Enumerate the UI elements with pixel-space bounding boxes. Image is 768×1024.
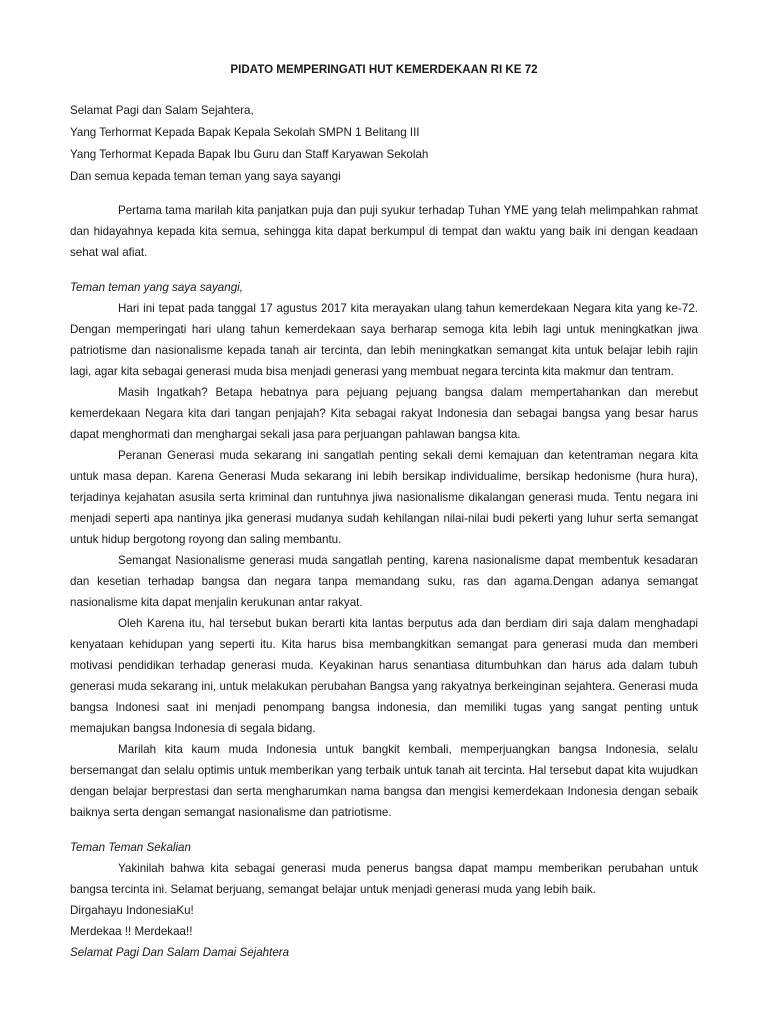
- document-page: [70, 60, 698, 963]
- closing-line: Merdekaa !! Merdekaa!!: [70, 925, 193, 938]
- section-1-heading: Teman teman yang saya sayangi,: [70, 281, 243, 294]
- section-1: [70, 277, 698, 823]
- greeting-line: Selamat Pagi dan Salam Sejahtera,: [70, 104, 254, 117]
- body-paragraph: Semangat Nasionalisme generasi muda sangatlah penting, karena nasionalisme dapat membentuk kesadaran dan kesetian terhadap bangsa dan negara tanpa memandang suku, ras dan agama.Dengan adanya semangat nasionalisme kita dapat menjalin kerukunan antar rakyat.: [70, 554, 698, 609]
- intro-paragraph: Pertama tama marilah kita panjatkan puja dan puji syukur terhadap Tuhan YME yang telah melimpahkan rahmat dan hidayahnya kepada kita semua, sehingga kita dapat berkumpul di tempat dan waktu yang baik ini dengan keadaan sehat wal afiat.: [70, 204, 698, 259]
- greeting-line: Yang Terhormat Kepada Bapak Kepala Sekolah SMPN 1 Belitang III: [70, 126, 420, 139]
- body-paragraph: Oleh Karena itu, hal tersebut bukan berarti kita lantas berputus ada dan berdiam diri saja dalam menghadapi kenyataan kehidupan yang seperti itu. Kita harus bisa membangkitkan semangat para generasi muda dan memberi motivasi pendidikan terhadap generasi muda. Keyakinan harus senantiasa ditumbuhkan dan harus ada dalam tubuh generasi muda sekarang ini, untuk melakukan perubahan Bangsa yang rakyatnya berkeinginan sejahtera. Generasi muda bangsa Indonesi saat ini menjadi penompang bangsa indonesia, dan memiliki tugas yang sangat penting untuk memajukan bangsa Indonesia di segala bidang.: [70, 617, 698, 735]
- body-paragraph: Hari ini tepat pada tanggal 17 agustus 2017 kita merayakan ulang tahun kemerdekaan Negara kita yang ke-72. Dengan memperingati hari ulang tahun kemerdekaan saya berharap semoga kita lebih lagi untuk meningkatkan jiwa patriotisme dan nasionalisme kepada tanah air tercinta, dan lebih meningkatkan semangat kita untuk belajar lebih rajin lagi, agar kita sebagai generasi muda bisa menjadi generasi yang membuat negara tercinta kita makmur dan tentram.: [70, 302, 698, 378]
- body-paragraph: Masih Ingatkah? Betapa hebatnya para pejuang pejuang bangsa dalam mempertahankan dan merebut kemerdekaan Negara kita dari tangan penjajah? Kita sebagai rakyat Indonesia dan sebagai bangsa yang besar harus dapat menghormati dan menghargai sekali jasa para perjuangan pahlawan bangsa kita.: [70, 386, 698, 441]
- greetings-block: [70, 100, 698, 188]
- section-2-heading: Teman Teman Sekalian: [70, 841, 191, 854]
- section-2: [70, 837, 698, 963]
- body-paragraph: Yakinilah bahwa kita sebagai generasi muda penerus bangsa dapat mampu memberikan perubahan untuk bangsa tercinta ini. Selamat berjuang, semangat belajar untuk menjadi generasi muda yang lebih baik.: [70, 862, 698, 896]
- greeting-line: Yang Terhormat Kepada Bapak Ibu Guru dan Staff Karyawan Sekolah: [70, 148, 429, 161]
- body-paragraph: Marilah kita kaum muda Indonesia untuk bangkit kembali, memperjuangkan bangsa Indonesia, selalu bersemangat dan selalu optimis untuk memberikan yang terbaik untuk tanah ait tercinta. Hal tersebut dapat kita wujudkan dengan belajar berprestasi dan serta mengharumkan nama bangsa dan mengisi kemerdekaan Indonesia dengan sebaik baiknya serta dengan semangat nasionalisme dan patriotisme.: [70, 743, 698, 819]
- closing-salutation: Selamat Pagi Dan Salam Damai Sejahtera: [70, 946, 290, 959]
- body-paragraph: Peranan Generasi muda sekarang ini sangatlah penting sekali demi kemajuan dan ketentraman negara kita untuk masa depan. Karena Generasi Muda sekarang ini lebih bersikap individualime, bersikap hedonisme (hura hura), terjadinya kejahatan asusila serta kriminal dan runtuhnya jiwa nasionalisme dikalangan generasi muda. Tentu negara ini menjadi seperti apa nantinya jika generasi mudanya sudah kehilangan nilai-nilai budi pekerti yang luhur serta semangat untuk hidup bergotong royong dan saling membantu.: [70, 449, 698, 546]
- closing-line: Dirgahayu IndonesiaKu!: [70, 904, 194, 917]
- greeting-line: Dan semua kepada teman teman yang saya sayangi: [70, 170, 341, 183]
- document-title: PIDATO MEMPERINGATI HUT KEMERDEKAAN RI KE 72: [230, 63, 538, 76]
